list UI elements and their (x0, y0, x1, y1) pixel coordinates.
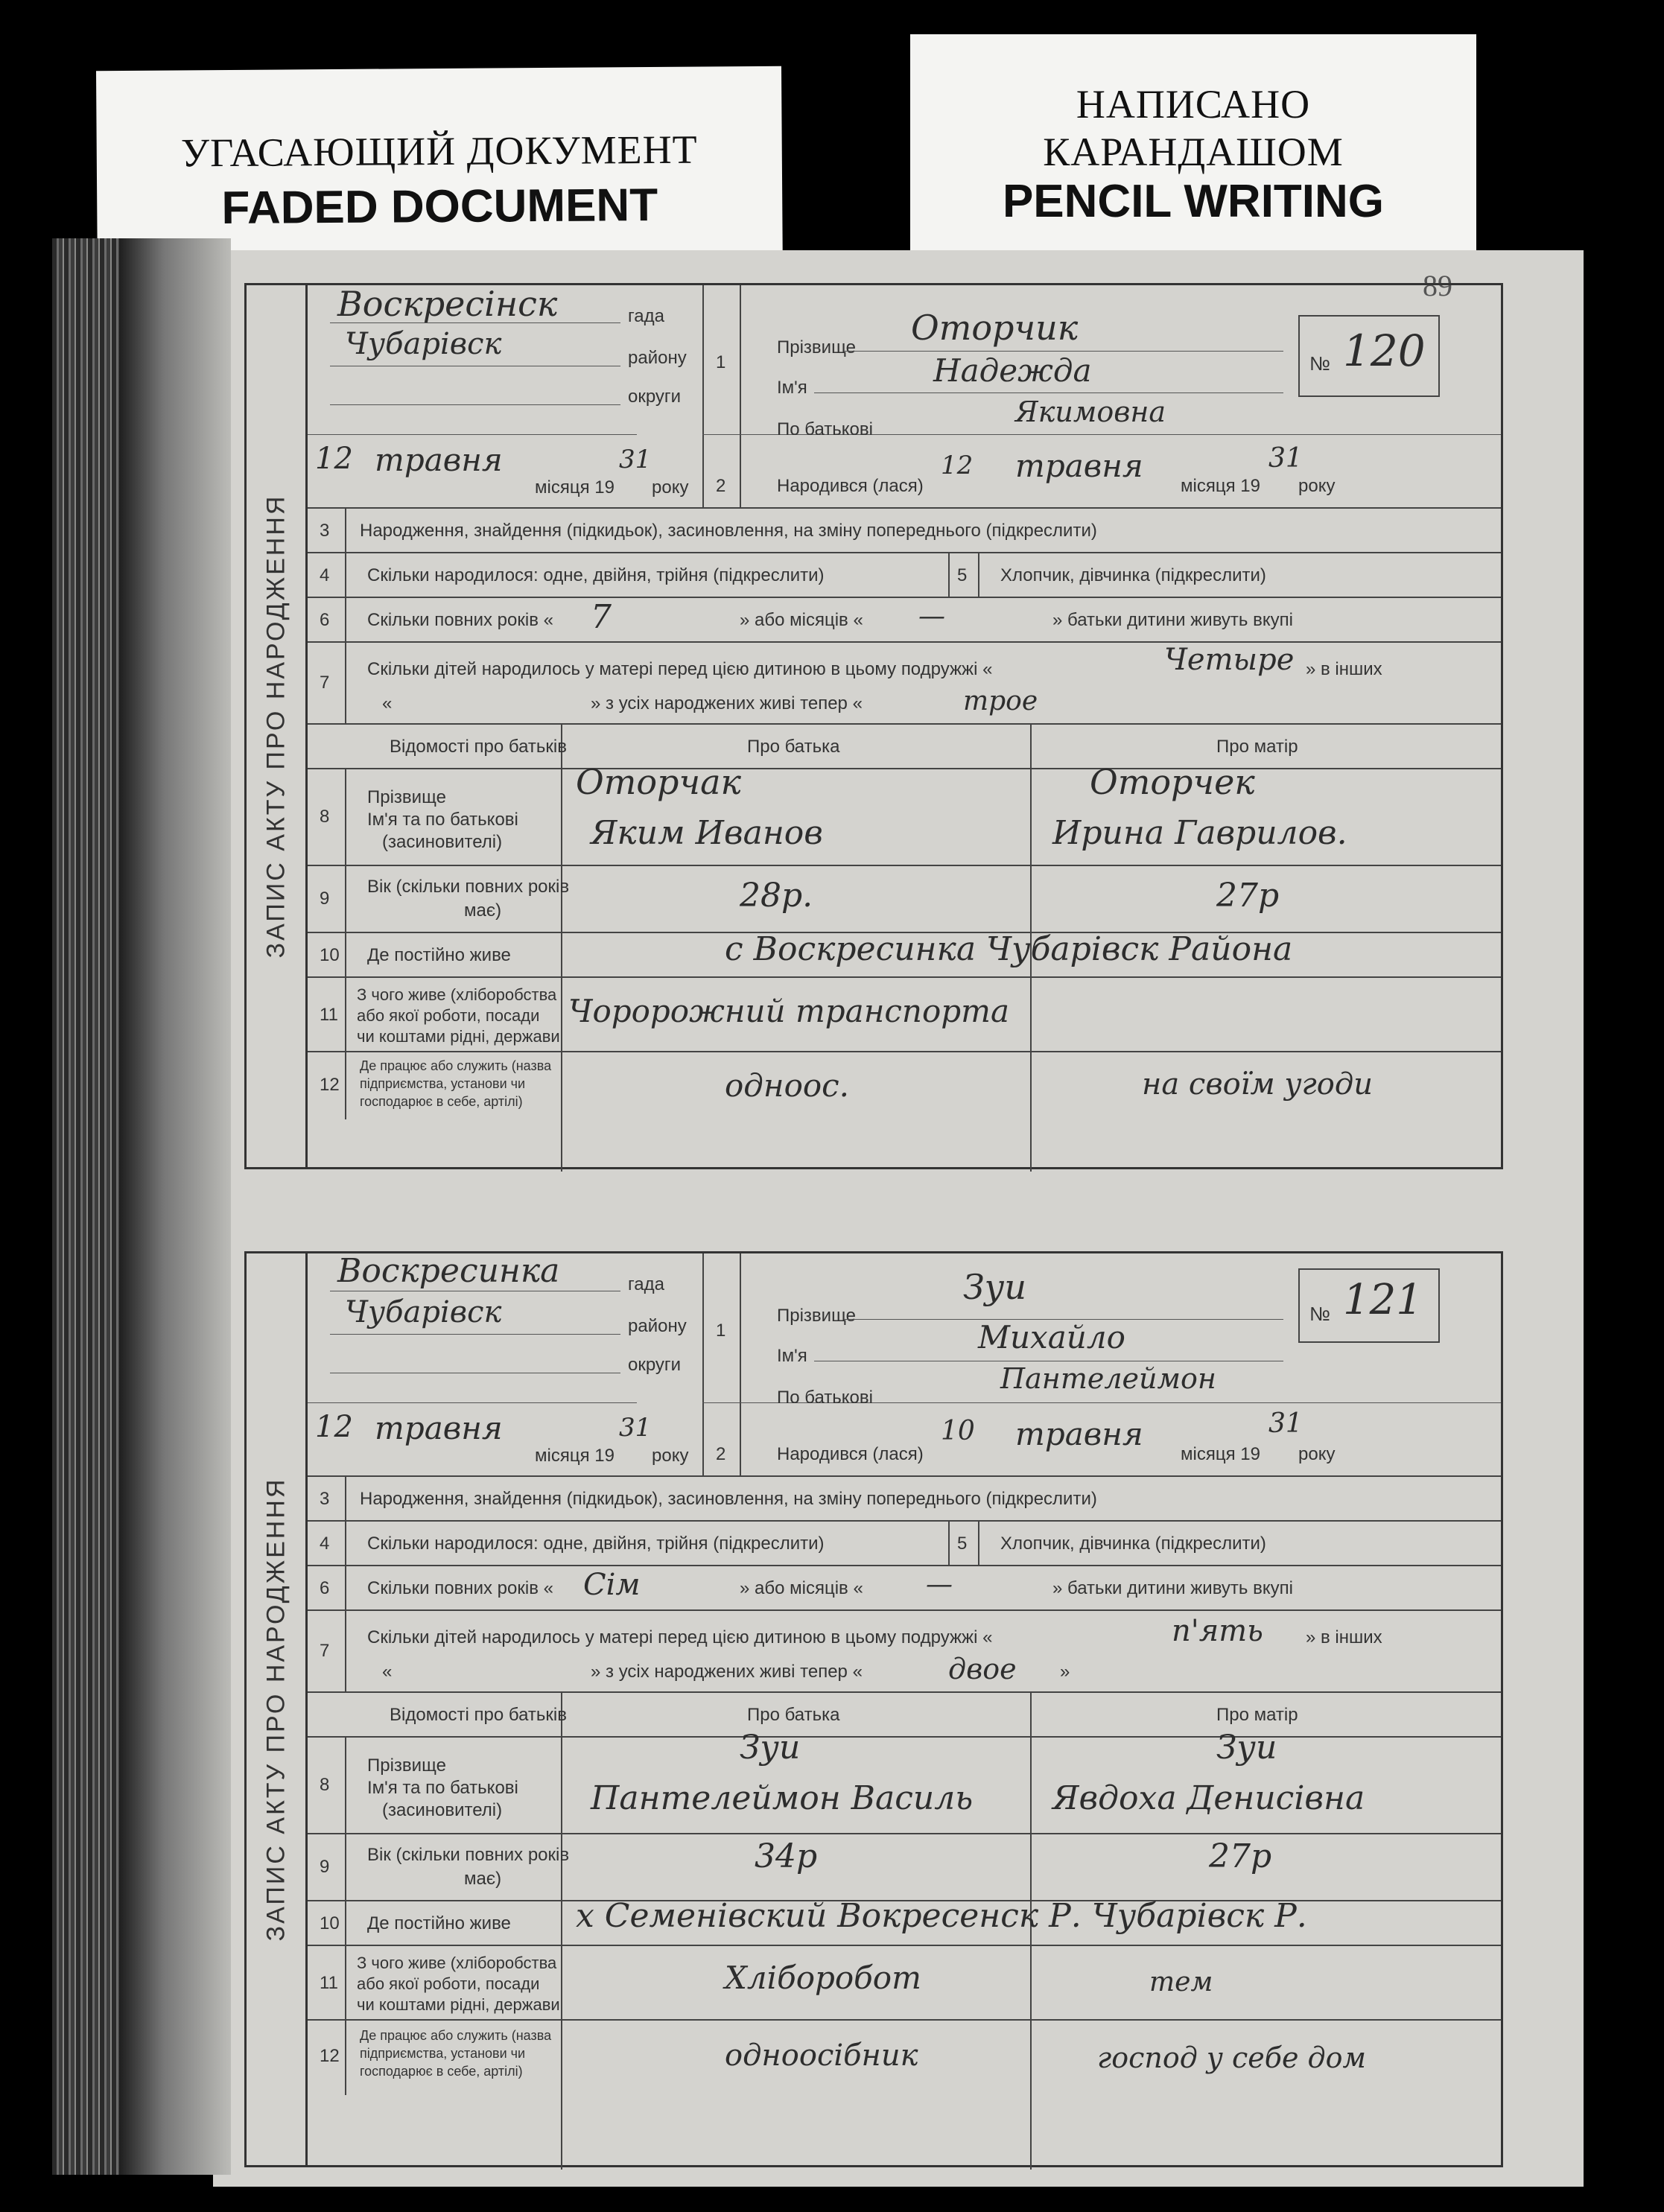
record-number: 121 (1343, 1276, 1423, 1324)
alive-now-value: трое (963, 686, 1038, 716)
father-name-value: Яким Иванов (591, 814, 823, 852)
pencil-label-en: PENCIL WRITING (1002, 176, 1385, 227)
birth-record-121: ЗАПИС АКТУ ПРО НАРОДЖЕННЯ Воскресинка гада Чубарівск району округи 1 Прізвище Зуи Ім'я Михайло По батькові Пантелеймон № 121 12 травня місяця 19 31 року 2 Народився (лася) 10 травня місяця 19 31 року 3 Народження, знайдення (підкидьок), засиновлення, на зміну попереднього (підкреслити) 4 Скільки народилося: одне, двійня, трійня (підкреслити) 5 Хлопчик, дівчинка (підкреслити) 6 Скільки повних років « Сім » або місяців « — » батьки дитини живуть вкупі 7 Скільки дітей народилось у матері перед цією дитиною в цьому подружжі « п'ять » в інших « » з усіх народжених живі тепер « двое » Відомості про батьків Про батька Про матір 8 Прізвище Ім'я та по батькові (засиновителі) Зуи Пантелеймон Василь Зуи Явдоха Денисівна 9 Вік (скільки повних років має) 34р 27р 10 Де постійно живе х Семенівский Вокресенск Р. Чубарівск Р. 11 З чого живе (хліборобства або якої роботи, посади чи коштами рідні, держави Хліборобот тем 12 Де працює або служить (назва підприємства, установи чи господарює в себе, артілі) одноосібник господ у себе дом (244, 1251, 1503, 2167)
birth-count-label: Скільки народилося: одне, двійня, трійня (підкреслити) (367, 565, 825, 585)
mother-work-value: на своїм угоди (1142, 1067, 1373, 1102)
district-value: Чубарівск (345, 1295, 502, 1329)
page-number: 89 (1423, 269, 1452, 302)
mother-occupation-value: тем (1149, 1967, 1213, 1998)
months-together-value: — (926, 1569, 953, 1600)
village-value: Воскресінск (337, 284, 558, 324)
reg-day-value: 12 (315, 1410, 353, 1444)
patronymic-label: По батькові (777, 419, 873, 439)
mother-name-value: Ирина Гаврилов. (1052, 814, 1347, 852)
father-surname-value: Оторчак (576, 762, 741, 802)
birth-day-value: 12 (941, 451, 974, 480)
occupation-value: Чоророжний транспорта (568, 993, 1009, 1029)
children-before-value: Четыре (1164, 643, 1295, 677)
child-surname-value: Зуи (963, 1267, 1026, 1307)
birth-record-120: ЗАПИС АКТУ ПРО НАРОДЖЕННЯ Воскресінск гада Чубарівск району округи 1 Прізвище Оторчик Ім'я Надежда По батькові Якимовна № 120 12 травня місяця 19 31 року 2 Народився (лася) 12 травня місяця 19 31 року 3 Народження, знайдення (підкидьок), засиновлення, на зміну попереднього (підкреслити) 4 Скільки народилося: одне, двійня, трійня (підкреслити) 5 Хлопчик, дівчинка (підкреслити) 6 Скільки повних років « 7 » або місяців « — » батьки дитини живуть вкупі 7 Скільки дітей народилось у матері перед цією дитиною в цьому подружжі « Четыре » в інших « » з усіх народжених живі тепер « трое Відомості про батьків Про батька Про матір 8 Прізвище Ім'я та по батькові (засиновителі) Оторчак Яким Иванов Оторчек Ирина Гаврилов. 9 Вік (скільки повних років має) 28р. 27р 10 Де постійно живе с Воскресинка Чубарівск Района 11 З чого живе (хліборобства або якої роботи, посади чи коштами рідні, держави Чоророжний транспорта 12 Де працює або служить (назва підприємства, установи чи господарює в себе, артілі) одноос. на своїм угоди (244, 283, 1503, 1169)
record-number: 120 (1343, 325, 1426, 376)
pencil-label-ru-1: НАПИСАНО (1076, 82, 1311, 127)
alive-now-value: двое (948, 1653, 1017, 1685)
name-label: Ім'я (777, 378, 807, 398)
surname-label: Прізвище (777, 337, 856, 357)
rayonu-label: району (628, 348, 687, 368)
child-name-value: Надежда (933, 352, 1092, 389)
reg-day-value: 12 (315, 442, 353, 476)
village-value: Воскресинка (337, 1252, 560, 1290)
child-patronymic-value: Якимовна (1015, 395, 1166, 428)
district-value: Чубарівск (345, 327, 502, 361)
mother-age-value: 27р (1209, 1837, 1272, 1875)
reg-month-value: травня (375, 1410, 503, 1446)
birth-day-value: 10 (941, 1416, 975, 1446)
pencil-writing-label (910, 34, 1476, 273)
gada-label: гада (628, 306, 664, 326)
record-side-title: ЗАПИС АКТУ ПРО НАРОДЖЕННЯ (247, 1253, 308, 2165)
months-together-value: — (918, 601, 945, 632)
father-age-value: 28р. (740, 877, 813, 915)
child-patronymic-value: Пантелеймон (1000, 1362, 1216, 1395)
sex-label: Хлопчик, дівчинка (підкреслити) (1000, 565, 1266, 585)
born-label: Народився (лася) (777, 476, 924, 496)
page-curl-shadow (119, 238, 231, 2175)
record-header: Воскресинка гада Чубарівск району округи 1 Прізвище Зуи Ім'я Михайло По батькові Пантелеймон № 121 12 травня місяця 19 31 року 2 Народився (лася) 10 травня місяця 19 31 року (308, 1253, 1501, 1477)
faded-label-ru: УГАСАЮЩИЙ ДОКУМЕНТ (180, 127, 698, 176)
father-name-value: Пантелеймон Василь (591, 1779, 974, 1817)
event-type-label: Народження, знайдення (підкидьок), засиновлення, на зміну попереднього (підкреслити) (360, 521, 1097, 541)
father-work-value: одноосібник (725, 2038, 918, 2073)
child-surname-value: Оторчик (911, 308, 1079, 348)
years-together-value: 7 (591, 598, 612, 636)
father-work-value: одноос. (725, 1067, 850, 1104)
mother-surname-value: Оторчек (1090, 762, 1255, 802)
occupation-value: Хліборобот (725, 1960, 921, 1996)
mother-surname-value: Зуи (1216, 1729, 1277, 1767)
years-together-value: Сім (583, 1568, 641, 1602)
mother-work-value: господ у себе дом (1097, 2041, 1366, 2074)
birth-year-value: 31 (1268, 443, 1303, 474)
father-age-value: 34р (755, 1837, 818, 1875)
record-header: Воскресінск гада Чубарівск району округи 1 Прізвище Оторчик Ім'я Надежда По батькові Якимовна № 120 12 травня місяця 19 31 року 2 Народився (лася) 12 травня місяця 19 31 року (308, 285, 1501, 509)
children-before-value: п'ять (1172, 1614, 1263, 1648)
birth-month-value: травня (1015, 448, 1143, 484)
birth-month-value: травня (1015, 1416, 1143, 1452)
reg-year-value: 31 (619, 445, 652, 474)
father-surname-value: Зуи (740, 1729, 801, 1767)
pencil-label-ru-2: КАРАНДАШОМ (1043, 130, 1344, 174)
faded-label-en: FADED DOCUMENT (221, 179, 658, 235)
reg-year-value: 31 (619, 1413, 652, 1443)
child-name-value: Михайло (978, 1319, 1125, 1356)
mother-name-value: Явдоха Денисівна (1052, 1779, 1365, 1817)
record-side-title: ЗАПИС АКТУ ПРО НАРОДЖЕННЯ (247, 285, 308, 1167)
okrugi-label: округи (628, 387, 682, 407)
residence-value: с Воскресинка Чубарівск Района (725, 930, 1293, 968)
mother-age-value: 27р (1216, 877, 1280, 915)
residence-value: х Семенівский Вокресенск Р. Чубарівск Р. (576, 1897, 1307, 1935)
birth-year-value: 31 (1268, 1408, 1303, 1439)
reg-month-value: травня (375, 442, 503, 478)
